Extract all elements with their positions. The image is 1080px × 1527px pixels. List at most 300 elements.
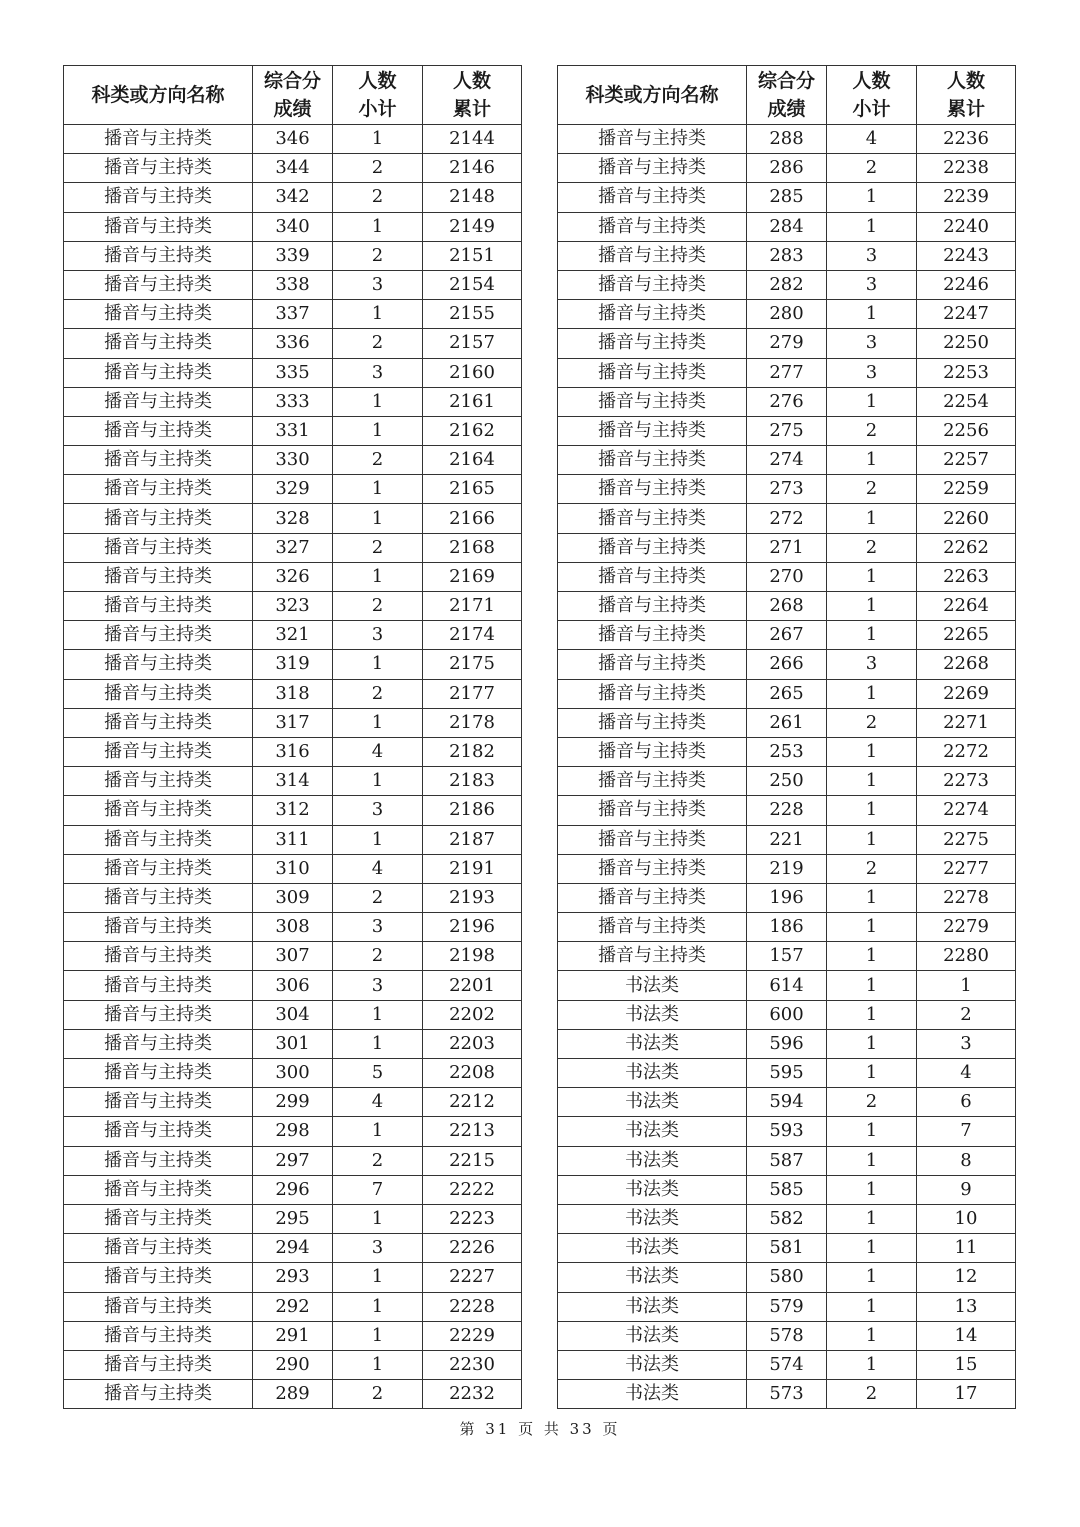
- cell-name: 书法类: [558, 1380, 747, 1409]
- cell-score: 286: [747, 154, 827, 183]
- cell-name: 播音与主持类: [64, 329, 253, 358]
- cell-count: 2: [827, 416, 917, 445]
- cell-cumulative: 2191: [423, 854, 522, 883]
- table-row: [558, 241, 1016, 270]
- cell-count: 1: [333, 825, 423, 854]
- header-count: 人数 小计: [333, 66, 423, 125]
- cell-cumulative: 2236: [917, 125, 1016, 154]
- table-body-left: [64, 125, 522, 1409]
- table-row: [64, 1204, 522, 1233]
- cell-score: 292: [253, 1292, 333, 1321]
- table-row: [64, 708, 522, 737]
- cell-cumulative: 2193: [423, 883, 522, 912]
- table-row: [64, 212, 522, 241]
- table-row: [64, 767, 522, 796]
- cell-cumulative: 2238: [917, 154, 1016, 183]
- cell-count: 1: [827, 300, 917, 329]
- cell-name: 播音与主持类: [64, 825, 253, 854]
- table-row: [64, 475, 522, 504]
- table-row: [558, 212, 1016, 241]
- cell-score: 338: [253, 270, 333, 299]
- cell-name: 播音与主持类: [558, 592, 747, 621]
- cell-score: 268: [747, 592, 827, 621]
- table-row: [64, 1350, 522, 1379]
- cell-score: 344: [253, 154, 333, 183]
- table-row: [64, 1000, 522, 1029]
- table-row: [558, 942, 1016, 971]
- cell-cumulative: 2146: [423, 154, 522, 183]
- cell-name: 播音与主持类: [64, 1117, 253, 1146]
- table-row: [64, 241, 522, 270]
- cell-name: 播音与主持类: [558, 446, 747, 475]
- cell-count: 1: [827, 387, 917, 416]
- cell-cumulative: 2177: [423, 679, 522, 708]
- cell-count: 3: [827, 358, 917, 387]
- cell-cumulative: 2151: [423, 241, 522, 270]
- cell-count: 1: [333, 1263, 423, 1292]
- table-row: [64, 387, 522, 416]
- table-row: [558, 708, 1016, 737]
- cell-count: 3: [827, 270, 917, 299]
- cell-cumulative: 2222: [423, 1175, 522, 1204]
- cell-name: 播音与主持类: [558, 913, 747, 942]
- cell-name: 播音与主持类: [558, 533, 747, 562]
- table-row: [558, 154, 1016, 183]
- table-row: [64, 154, 522, 183]
- cell-name: 播音与主持类: [64, 621, 253, 650]
- table-row: [558, 1146, 1016, 1175]
- cell-name: 播音与主持类: [64, 1204, 253, 1233]
- cell-score: 282: [747, 270, 827, 299]
- cell-score: 291: [253, 1321, 333, 1350]
- cell-score: 594: [747, 1088, 827, 1117]
- cell-cumulative: 2247: [917, 300, 1016, 329]
- cell-count: 1: [333, 387, 423, 416]
- table-row: [64, 416, 522, 445]
- table-row: [558, 300, 1016, 329]
- cell-cumulative: 10: [917, 1204, 1016, 1233]
- cell-cumulative: 2239: [917, 183, 1016, 212]
- header-name: 科类或方向名称: [558, 66, 747, 125]
- page-footer: 第 31 页 共 33 页: [459, 1420, 621, 1438]
- cell-cumulative: 2208: [423, 1059, 522, 1088]
- table-body-right: [558, 125, 1016, 1409]
- cell-cumulative: 2277: [917, 854, 1016, 883]
- cell-count: 1: [333, 767, 423, 796]
- cell-name: 播音与主持类: [64, 533, 253, 562]
- cell-name: 播音与主持类: [558, 562, 747, 591]
- cell-count: 1: [827, 971, 917, 1000]
- cell-score: 595: [747, 1059, 827, 1088]
- cell-count: 1: [333, 416, 423, 445]
- cell-count: 1: [827, 1350, 917, 1379]
- cell-count: 5: [333, 1059, 423, 1088]
- cell-name: 播音与主持类: [558, 942, 747, 971]
- cell-count: 7: [333, 1175, 423, 1204]
- cell-score: 335: [253, 358, 333, 387]
- header-count: 人数 小计: [827, 66, 917, 125]
- cell-name: 播音与主持类: [64, 154, 253, 183]
- cell-score: 574: [747, 1350, 827, 1379]
- cell-name: 播音与主持类: [64, 1234, 253, 1263]
- cell-count: 2: [827, 475, 917, 504]
- cell-cumulative: 7: [917, 1117, 1016, 1146]
- cell-name: 书法类: [558, 1234, 747, 1263]
- cell-name: 播音与主持类: [64, 387, 253, 416]
- cell-count: 1: [827, 825, 917, 854]
- cell-cumulative: 2256: [917, 416, 1016, 445]
- cell-score: 284: [747, 212, 827, 241]
- cell-cumulative: 2228: [423, 1292, 522, 1321]
- cell-cumulative: 11: [917, 1234, 1016, 1263]
- cell-count: 2: [333, 679, 423, 708]
- cell-score: 337: [253, 300, 333, 329]
- cell-score: 336: [253, 329, 333, 358]
- cell-score: 311: [253, 825, 333, 854]
- cell-name: 书法类: [558, 1000, 747, 1029]
- cell-name: 播音与主持类: [64, 854, 253, 883]
- cell-score: 280: [747, 300, 827, 329]
- cell-score: 330: [253, 446, 333, 475]
- cell-name: 播音与主持类: [64, 1263, 253, 1292]
- cell-score: 587: [747, 1146, 827, 1175]
- cell-name: 书法类: [558, 1029, 747, 1058]
- cell-name: 播音与主持类: [64, 1380, 253, 1409]
- cell-count: 1: [827, 1117, 917, 1146]
- cell-count: 1: [333, 1117, 423, 1146]
- cell-cumulative: 9: [917, 1175, 1016, 1204]
- cell-cumulative: 2165: [423, 475, 522, 504]
- cell-cumulative: 2164: [423, 446, 522, 475]
- cell-name: 书法类: [558, 1350, 747, 1379]
- table-row: [558, 679, 1016, 708]
- cell-count: 1: [827, 796, 917, 825]
- cell-count: 2: [827, 854, 917, 883]
- cell-name: 播音与主持类: [558, 650, 747, 679]
- table-row: [558, 1029, 1016, 1058]
- cell-cumulative: 2202: [423, 1000, 522, 1029]
- cell-count: 1: [827, 1204, 917, 1233]
- cell-name: 播音与主持类: [558, 154, 747, 183]
- cell-cumulative: 2243: [917, 241, 1016, 270]
- cell-score: 296: [253, 1175, 333, 1204]
- cell-cumulative: 2186: [423, 796, 522, 825]
- cell-score: 331: [253, 416, 333, 445]
- cell-count: 1: [333, 475, 423, 504]
- cell-score: 283: [747, 241, 827, 270]
- cell-score: 289: [253, 1380, 333, 1409]
- cell-cumulative: 4: [917, 1059, 1016, 1088]
- table-row: [64, 913, 522, 942]
- cell-score: 293: [253, 1263, 333, 1292]
- cell-cumulative: 2182: [423, 737, 522, 766]
- cell-count: 2: [827, 154, 917, 183]
- cell-count: 3: [333, 358, 423, 387]
- header-cumulative: 人数 累计: [423, 66, 522, 125]
- cell-cumulative: 2268: [917, 650, 1016, 679]
- cell-score: 301: [253, 1029, 333, 1058]
- cell-score: 273: [747, 475, 827, 504]
- cell-cumulative: 2250: [917, 329, 1016, 358]
- cell-cumulative: 2259: [917, 475, 1016, 504]
- cell-name: 播音与主持类: [64, 358, 253, 387]
- table-row: [64, 592, 522, 621]
- cell-score: 317: [253, 708, 333, 737]
- cell-count: 2: [333, 942, 423, 971]
- table-row: [558, 387, 1016, 416]
- cell-score: 581: [747, 1234, 827, 1263]
- cell-count: 4: [827, 125, 917, 154]
- table-header: [64, 66, 522, 125]
- cell-name: 播音与主持类: [558, 796, 747, 825]
- cell-name: 播音与主持类: [64, 592, 253, 621]
- cell-cumulative: 13: [917, 1292, 1016, 1321]
- cell-cumulative: 2264: [917, 592, 1016, 621]
- cell-cumulative: 2149: [423, 212, 522, 241]
- cell-name: 播音与主持类: [558, 212, 747, 241]
- cell-score: 277: [747, 358, 827, 387]
- cell-score: 579: [747, 1292, 827, 1321]
- header-score: 综合分 成绩: [253, 66, 333, 125]
- cell-name: 播音与主持类: [64, 679, 253, 708]
- table-row: [558, 621, 1016, 650]
- cell-score: 295: [253, 1204, 333, 1233]
- cell-cumulative: 2230: [423, 1350, 522, 1379]
- table-row: [558, 1088, 1016, 1117]
- cell-score: 270: [747, 562, 827, 591]
- cell-count: 2: [333, 883, 423, 912]
- cell-score: 265: [747, 679, 827, 708]
- cell-name: 播音与主持类: [558, 475, 747, 504]
- table-row: [64, 854, 522, 883]
- cell-score: 157: [747, 942, 827, 971]
- table-row: [558, 854, 1016, 883]
- cell-cumulative: 2223: [423, 1204, 522, 1233]
- cell-score: 585: [747, 1175, 827, 1204]
- cell-score: 319: [253, 650, 333, 679]
- cell-name: 播音与主持类: [558, 125, 747, 154]
- cell-count: 1: [333, 708, 423, 737]
- cell-count: 2: [827, 533, 917, 562]
- table-row: [64, 825, 522, 854]
- cell-score: 308: [253, 913, 333, 942]
- table-row: [558, 1380, 1016, 1409]
- cell-name: 播音与主持类: [64, 971, 253, 1000]
- table-row: [558, 796, 1016, 825]
- cell-count: 1: [333, 125, 423, 154]
- cell-cumulative: 2262: [917, 533, 1016, 562]
- cell-cumulative: 12: [917, 1263, 1016, 1292]
- cell-count: 1: [827, 1029, 917, 1058]
- cell-score: 600: [747, 1000, 827, 1029]
- score-table-right: [557, 65, 1016, 1409]
- cell-score: 316: [253, 737, 333, 766]
- cell-name: 播音与主持类: [64, 475, 253, 504]
- cell-score: 279: [747, 329, 827, 358]
- cell-count: 2: [333, 329, 423, 358]
- table-row: [64, 300, 522, 329]
- cell-cumulative: 2: [917, 1000, 1016, 1029]
- table-row: [558, 416, 1016, 445]
- header-name: 科类或方向名称: [64, 66, 253, 125]
- cell-name: 播音与主持类: [558, 504, 747, 533]
- cell-score: 300: [253, 1059, 333, 1088]
- cell-name: 播音与主持类: [64, 504, 253, 533]
- cell-score: 326: [253, 562, 333, 591]
- cell-name: 书法类: [558, 1059, 747, 1088]
- cell-cumulative: 2278: [917, 883, 1016, 912]
- cell-score: 297: [253, 1146, 333, 1175]
- cell-count: 4: [333, 737, 423, 766]
- cell-score: 346: [253, 125, 333, 154]
- cell-name: 书法类: [558, 1292, 747, 1321]
- cell-count: 1: [827, 621, 917, 650]
- table-row: [558, 562, 1016, 591]
- header-cumulative: 人数 累计: [917, 66, 1016, 125]
- cell-score: 261: [747, 708, 827, 737]
- table-row: [558, 1117, 1016, 1146]
- cell-count: 1: [827, 883, 917, 912]
- cell-count: 1: [827, 1175, 917, 1204]
- cell-count: 1: [827, 1263, 917, 1292]
- table-row: [558, 1000, 1016, 1029]
- table-row: [558, 533, 1016, 562]
- cell-name: 播音与主持类: [64, 241, 253, 270]
- cell-score: 266: [747, 650, 827, 679]
- cell-cumulative: 2196: [423, 913, 522, 942]
- cell-name: 播音与主持类: [64, 1175, 253, 1204]
- cell-cumulative: 2272: [917, 737, 1016, 766]
- cell-score: 580: [747, 1263, 827, 1292]
- cell-score: 327: [253, 533, 333, 562]
- table-row: [558, 913, 1016, 942]
- cell-score: 274: [747, 446, 827, 475]
- cell-cumulative: 2240: [917, 212, 1016, 241]
- table-row: [64, 125, 522, 154]
- table-row: [558, 446, 1016, 475]
- cell-cumulative: 3: [917, 1029, 1016, 1058]
- table-row: [558, 183, 1016, 212]
- cell-cumulative: 2213: [423, 1117, 522, 1146]
- cell-score: 221: [747, 825, 827, 854]
- table-row: [64, 533, 522, 562]
- cell-cumulative: 15: [917, 1350, 1016, 1379]
- cell-name: 播音与主持类: [64, 1088, 253, 1117]
- cell-count: 1: [333, 562, 423, 591]
- table-row: [64, 1380, 522, 1409]
- cell-name: 播音与主持类: [558, 300, 747, 329]
- cell-score: 267: [747, 621, 827, 650]
- cell-name: 播音与主持类: [558, 737, 747, 766]
- cell-count: 1: [827, 1292, 917, 1321]
- cell-count: 1: [827, 942, 917, 971]
- cell-count: 2: [333, 1380, 423, 1409]
- table-row: [558, 825, 1016, 854]
- cell-count: 4: [333, 854, 423, 883]
- table-row: [64, 679, 522, 708]
- table-row: [64, 329, 522, 358]
- cell-cumulative: 8: [917, 1146, 1016, 1175]
- cell-name: 播音与主持类: [558, 679, 747, 708]
- cell-name: 书法类: [558, 1088, 747, 1117]
- cell-cumulative: 2157: [423, 329, 522, 358]
- cell-cumulative: 2178: [423, 708, 522, 737]
- table-row: [558, 971, 1016, 1000]
- table-row: [558, 592, 1016, 621]
- cell-name: 播音与主持类: [64, 562, 253, 591]
- cell-name: 播音与主持类: [558, 270, 747, 299]
- cell-name: 播音与主持类: [64, 1029, 253, 1058]
- cell-name: 书法类: [558, 1146, 747, 1175]
- cell-score: 307: [253, 942, 333, 971]
- table-row: [64, 358, 522, 387]
- cell-count: 3: [827, 329, 917, 358]
- cell-cumulative: 2215: [423, 1146, 522, 1175]
- cell-cumulative: 2198: [423, 942, 522, 971]
- table-row: [64, 1088, 522, 1117]
- cell-cumulative: 2269: [917, 679, 1016, 708]
- cell-score: 196: [747, 883, 827, 912]
- cell-cumulative: 2271: [917, 708, 1016, 737]
- cell-count: 3: [333, 270, 423, 299]
- table-row: [64, 737, 522, 766]
- cell-cumulative: 2162: [423, 416, 522, 445]
- cell-name: 播音与主持类: [64, 212, 253, 241]
- cell-score: 321: [253, 621, 333, 650]
- table-row: [64, 796, 522, 825]
- table-row: [558, 1059, 1016, 1088]
- cell-name: 书法类: [558, 1263, 747, 1292]
- cell-name: 播音与主持类: [558, 241, 747, 270]
- cell-count: 2: [333, 154, 423, 183]
- cell-score: 342: [253, 183, 333, 212]
- cell-cumulative: 2201: [423, 971, 522, 1000]
- table-row: [558, 1321, 1016, 1350]
- cell-score: 329: [253, 475, 333, 504]
- cell-name: 播音与主持类: [558, 358, 747, 387]
- cell-cumulative: 2160: [423, 358, 522, 387]
- cell-score: 299: [253, 1088, 333, 1117]
- cell-score: 314: [253, 767, 333, 796]
- cell-count: 1: [827, 1000, 917, 1029]
- cell-count: 3: [333, 971, 423, 1000]
- table-row: [558, 650, 1016, 679]
- cell-score: 328: [253, 504, 333, 533]
- cell-cumulative: 2148: [423, 183, 522, 212]
- cell-score: 228: [747, 796, 827, 825]
- cell-cumulative: 2263: [917, 562, 1016, 591]
- cell-count: 2: [333, 241, 423, 270]
- cell-count: 2: [827, 1088, 917, 1117]
- cell-cumulative: 2246: [917, 270, 1016, 299]
- table-row: [64, 446, 522, 475]
- cell-cumulative: 2273: [917, 767, 1016, 796]
- cell-count: 1: [827, 212, 917, 241]
- cell-name: 播音与主持类: [64, 650, 253, 679]
- cell-score: 318: [253, 679, 333, 708]
- cell-name: 播音与主持类: [558, 416, 747, 445]
- cell-name: 播音与主持类: [64, 1350, 253, 1379]
- cell-score: 312: [253, 796, 333, 825]
- table-row: [558, 1350, 1016, 1379]
- cell-count: 1: [333, 212, 423, 241]
- cell-count: 1: [333, 1350, 423, 1379]
- cell-name: 播音与主持类: [558, 825, 747, 854]
- cell-cumulative: 2155: [423, 300, 522, 329]
- cell-cumulative: 1: [917, 971, 1016, 1000]
- table-row: [64, 1029, 522, 1058]
- cell-cumulative: 2275: [917, 825, 1016, 854]
